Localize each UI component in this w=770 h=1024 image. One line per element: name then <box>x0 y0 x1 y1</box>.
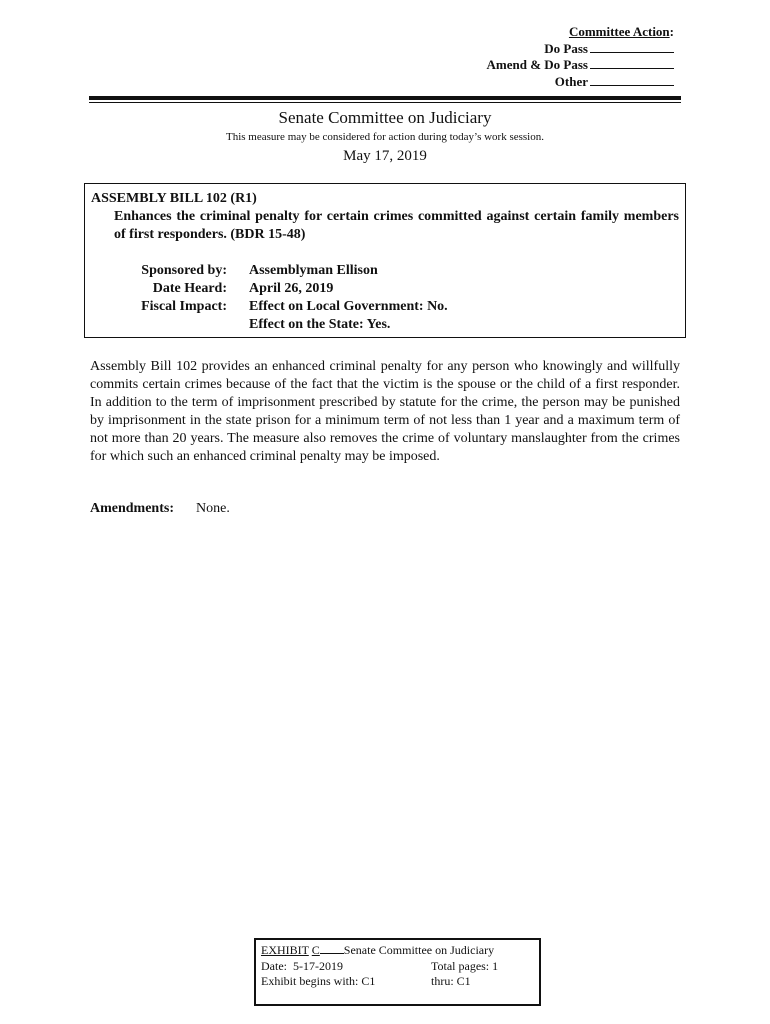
amendments-line <box>90 501 230 517</box>
exhibit-begins-label: Exhibit begins with: <box>261 974 359 988</box>
bill-summary-paragraph: Assembly Bill 102 provides an enhanced criminal penalty for any person who knowingly and willfully commits certain crimes because of the fact that the victim is the spouse or the child of a first responder. In addition to the term of imprisonment prescribed by statute for the crime, the person may be punished by imprisonment in the state prison for a minimum term of not less than 1 year and a maximum term of not more than 20 years. The measure also removes the crime of voluntary manslaughter from the crimes for which such an enhanced criminal penalty may be imposed. <box>90 359 680 464</box>
bill-number: ASSEMBLY BILL 102 (R1) <box>91 191 257 206</box>
exhibit-letter: C <box>311 943 320 957</box>
exhibit-thru-label: thru: <box>431 974 454 988</box>
exhibit-total-pages-value: 1 <box>492 959 499 973</box>
exhibit-begins-line <box>261 974 375 989</box>
do-pass-line <box>487 41 674 58</box>
exhibit-date-label: Date: <box>261 959 287 973</box>
sponsored-row <box>85 262 685 280</box>
exhibit-total-pages <box>431 959 498 974</box>
exhibit-total-pages-label: Total pages: <box>431 959 490 973</box>
exhibit-date-line <box>261 959 343 974</box>
committee-action-heading <box>487 24 674 41</box>
amendments-label: Amendments: <box>90 501 174 516</box>
fiscal-impact-label: Fiscal Impact: <box>141 299 227 314</box>
amend-do-pass-label: Amend & Do Pass <box>486 57 588 72</box>
bill-summary-box <box>84 183 686 338</box>
sponsored-by-label: Sponsored by: <box>141 263 227 278</box>
amend-do-pass-blank <box>590 58 674 69</box>
exhibit-begins-value: C1 <box>361 974 376 988</box>
exhibit-thru-value: C1 <box>456 974 471 988</box>
exhibit-blank <box>320 943 344 954</box>
other-label: Other <box>554 73 588 89</box>
fiscal-impact-row <box>85 298 685 316</box>
fiscal-state-value: Effect on the State: Yes. <box>249 317 391 332</box>
page-title: Senate Committee on Judiciary <box>278 108 492 127</box>
header-rule-thin <box>89 102 681 103</box>
page-subtitle: This measure may be considered for action during today’s work session. <box>225 131 544 143</box>
exhibit-date-value: 5-17-2019 <box>293 959 343 973</box>
fiscal-state-row <box>85 316 685 334</box>
exhibit-line-1 <box>261 943 494 958</box>
sponsored-by-value: Assemblyman Ellison <box>249 263 378 278</box>
bill-description: Enhances the criminal penalty for certain crimes committed against certain family members of first responders. (BDR 15-48) <box>114 209 679 242</box>
fiscal-local-value: Effect on Local Government: No. <box>249 299 448 314</box>
committee-action-title: Committee Action <box>568 24 670 39</box>
date-heard-label: Date Heard: <box>152 281 227 296</box>
amend-do-pass-line <box>487 57 674 74</box>
exhibit-stamp <box>254 938 541 1006</box>
exhibit-committee: Senate Committee on Judiciary <box>343 943 495 957</box>
other-blank <box>590 75 674 86</box>
exhibit-thru <box>431 974 471 989</box>
other-line <box>487 74 674 91</box>
exhibit-label: EXHIBIT <box>261 943 309 957</box>
do-pass-label: Do Pass <box>544 40 588 56</box>
do-pass-blank <box>590 42 674 53</box>
header-rule-thick <box>89 96 681 100</box>
committee-action-block <box>487 24 674 90</box>
date-heard-row <box>85 280 685 298</box>
page-date: May 17, 2019 <box>343 148 427 164</box>
committee-action-colon: : <box>669 24 674 39</box>
date-heard-value: April 26, 2019 <box>249 281 334 296</box>
amendments-value: None. <box>196 501 230 516</box>
